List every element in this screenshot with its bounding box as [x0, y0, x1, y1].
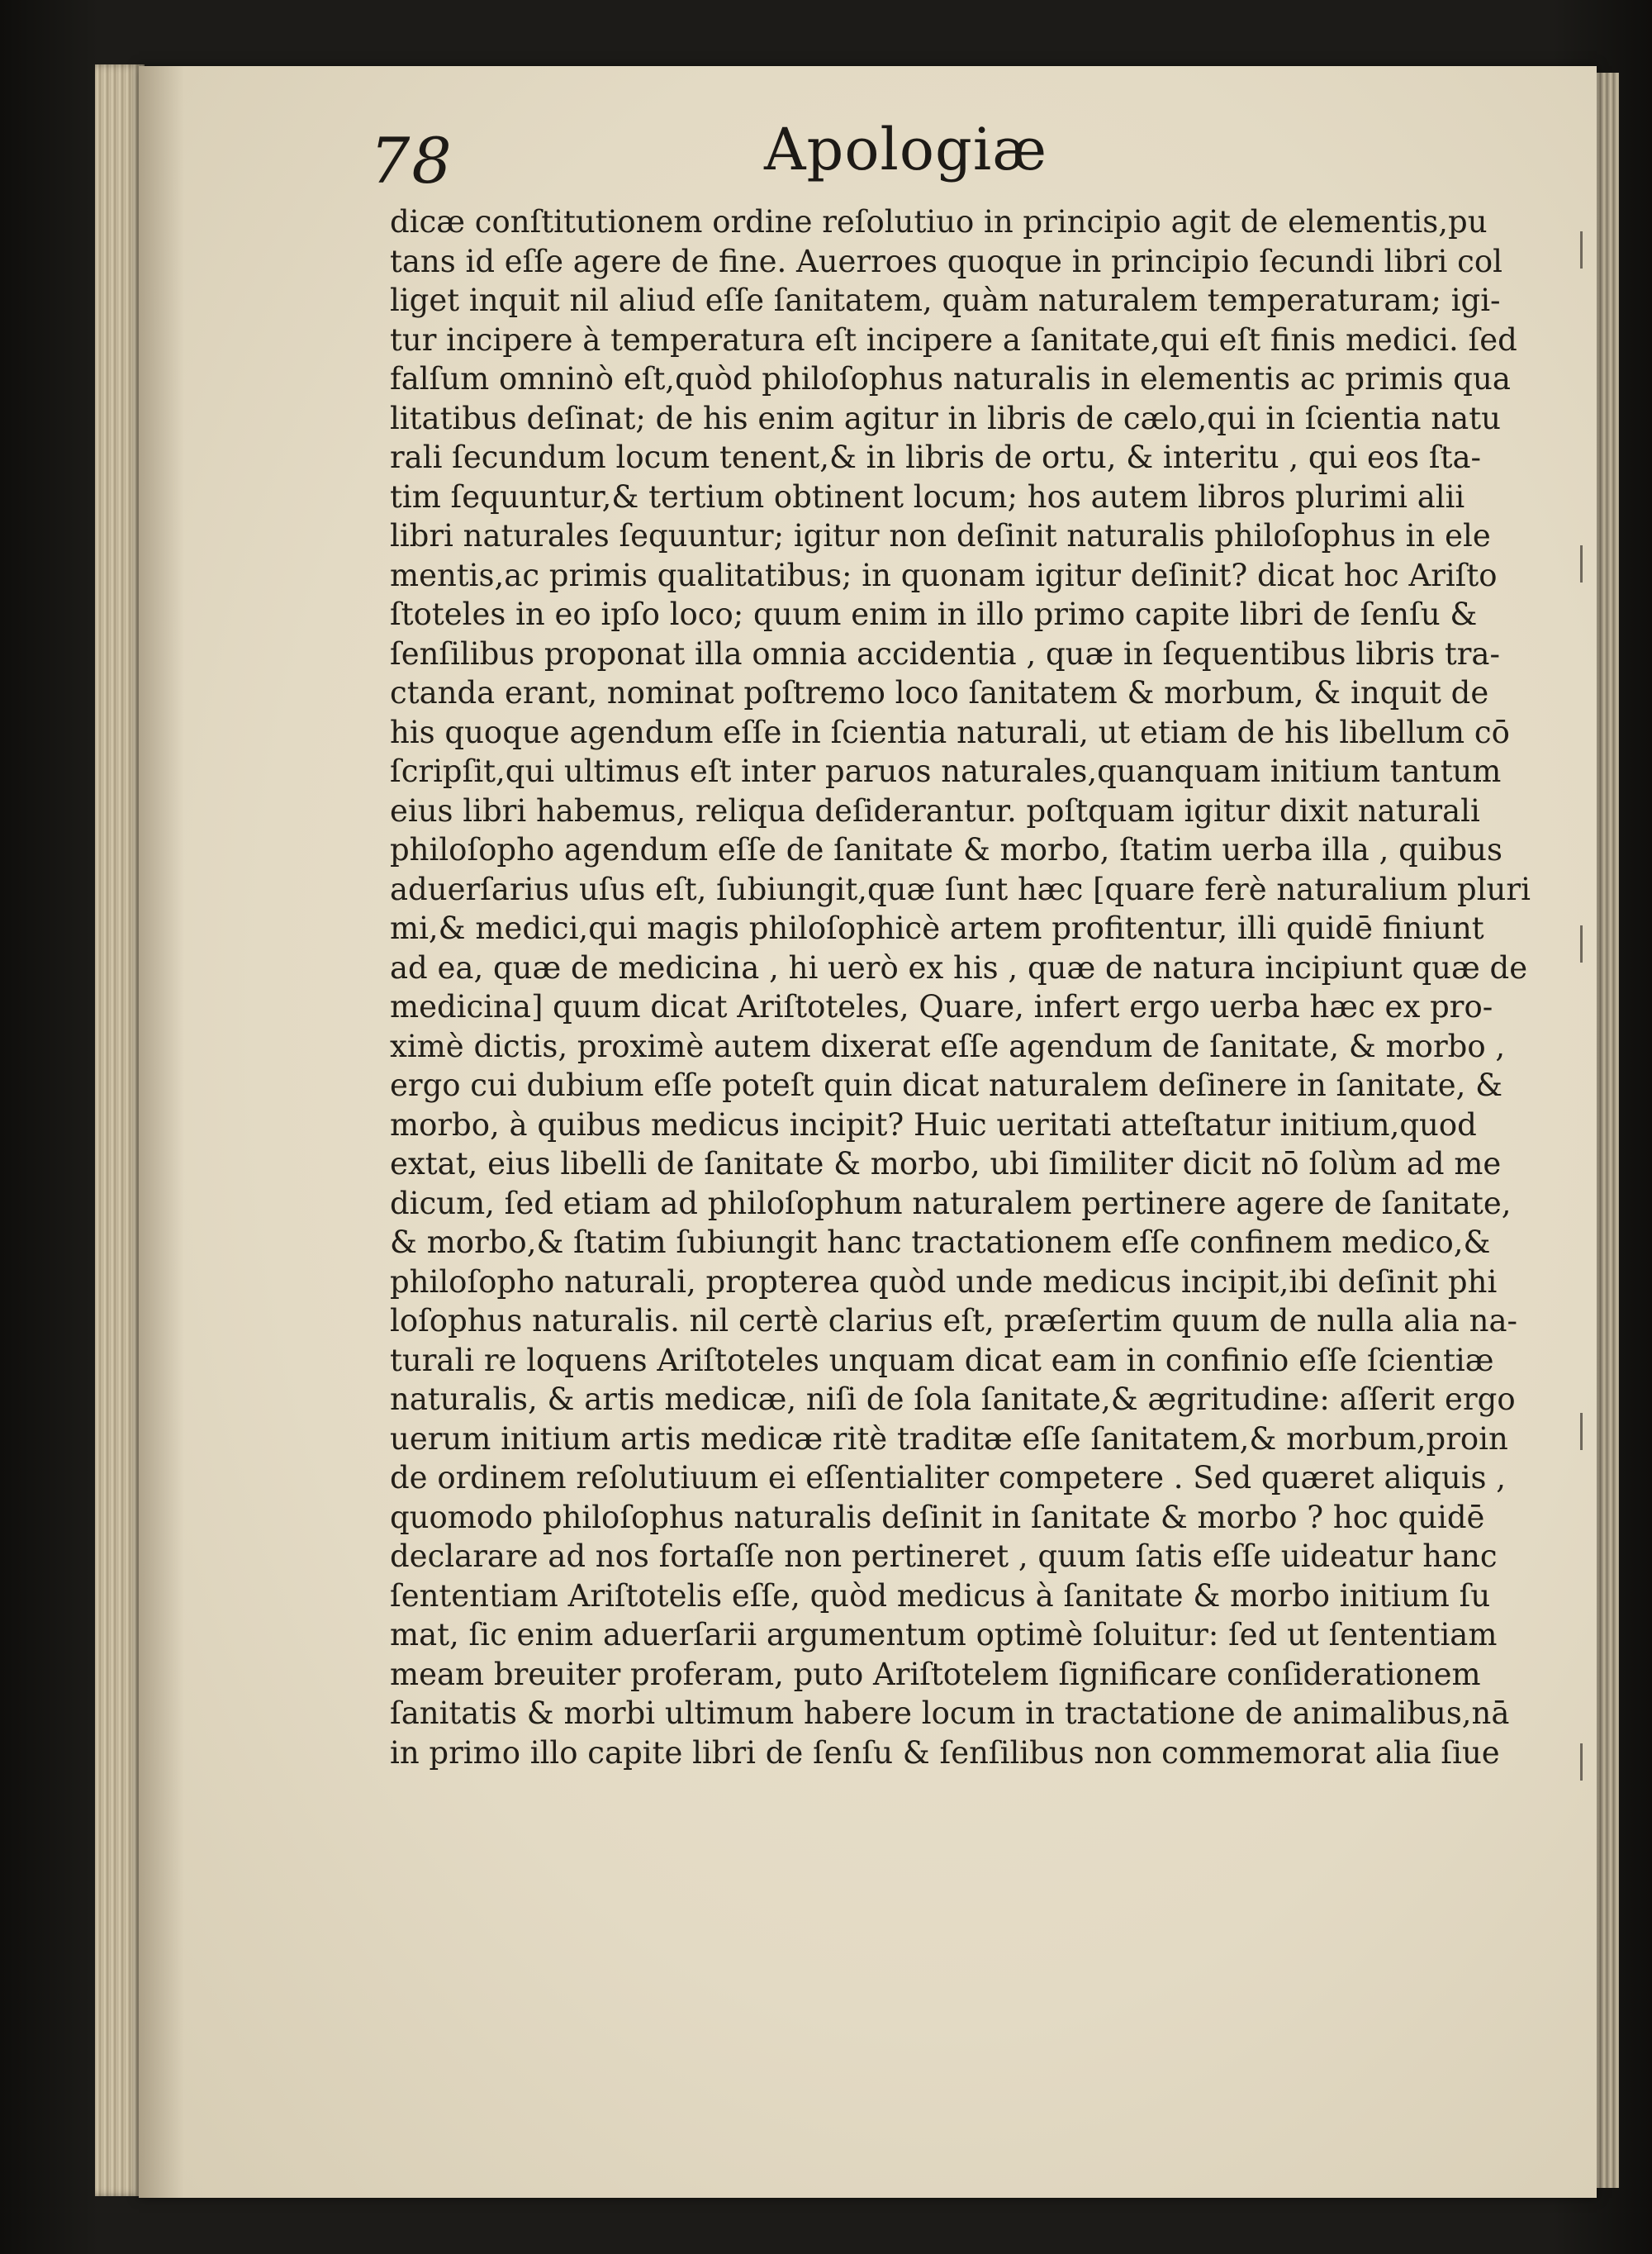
text-line: naturalis, & artis medicæ, niſi de ſola ſanitate,& ægritudine: aſſerit ergo	[390, 1381, 1516, 1417]
text-line: liget inquit nil aliud eſſe ſanitatem, quàm naturalem temperaturam; igi-	[390, 283, 1501, 318]
text-line: medicina] quum dicat Ariſtoteles, Quare, infert ergo uerba hæc ex pro-	[390, 989, 1493, 1025]
text-line: ſanitatis & morbi ultimum habere locum in tractatione de animalibus,nā	[390, 1695, 1510, 1731]
page-stack-left-edge	[95, 64, 145, 2196]
text-line: aduerſarius uſus eſt, ſubiungit,quæ ſunt hæc [quare ferè naturalium pluri	[390, 871, 1531, 907]
text-line: extat, eius libelli de ſanitate & morbo, ubi ſimiliter dicit nō ſolùm ad me	[390, 1146, 1502, 1182]
text-line: quomodo philoſophus naturalis deſinit in ſanitate & morbo ? hoc quidē	[390, 1499, 1485, 1535]
edge-mark	[1580, 231, 1583, 269]
page-stack-right-edge	[1594, 73, 1619, 2188]
text-line: uerum initium artis medicæ ritè traditæ eſſe ſanitatem,& morbum,proin	[390, 1420, 1508, 1457]
text-line: tans id eſſe agere de fine. Auerroes quoque in principio ſecundi libri col	[390, 243, 1502, 279]
text-line: mat, ſic enim aduerſarii argumentum optimè ſoluitur: ſed ut ſententiam	[390, 1617, 1498, 1652]
text-line: ad ea, quæ de medicina , hi uerò ex his , quæ de natura incipiunt quæ de	[390, 949, 1528, 986]
text-line: de ordinem reſolutiuum ei eſſentialiter competere . Sed quæret aliquis ,	[390, 1460, 1507, 1496]
text-line: & morbo,& ſtatim ſubiungit hanc tractationem eſſe confinem medico,&	[390, 1224, 1491, 1260]
text-line: mentis,ac primis qualitatibus; in quonam igitur deſinit? dicat hoc Ariſto	[390, 557, 1498, 593]
text-line: his quoque agendum eſſe in ſcientia naturali, ut etiam de his libellum cō	[390, 714, 1510, 750]
text-line: morbo, à quibus medicus incipit? Huic ueritati atteſtatur initium,quod	[390, 1106, 1477, 1143]
edge-mark	[1580, 1413, 1583, 1450]
text-line: dicum, ſed etiam ad philoſophum naturalem pertinere agere de ſanitate,	[390, 1185, 1512, 1221]
text-line: libri naturales ſequuntur; igitur non deſinit naturalis philoſophus in ele	[390, 518, 1491, 554]
running-head: Apologiæ	[764, 116, 1048, 183]
text-line: meam breuiter proferam, puto Ariſtotelem ſignificare conſiderationem	[390, 1656, 1481, 1692]
text-line: falſum omninò eſt,quòd philoſophus naturalis in elementis ac primis qua	[390, 361, 1511, 397]
text-line: ſcripſit,qui ultimus eſt inter paruos naturales,quanquam initium tantum	[390, 754, 1502, 789]
text-line: dicæ conſtitutionem ordine reſolutiuo in principio agit de elementis,pu	[390, 204, 1488, 240]
text-line: rali ſecundum locum tenent,& in libris de ortu, & interitu , qui eos ſta-	[390, 440, 1482, 475]
text-line: philoſopho agendum eſſe de ſanitate & morbo, ſtatim uerba illa , quibus	[390, 832, 1502, 868]
edge-mark	[1580, 1743, 1583, 1781]
text-line: ſententiam Ariſtotelis eſſe, quòd medicus à ſanitate & morbo initium ſu	[390, 1577, 1491, 1614]
text-line: turali re loquens Ariſtoteles unquam dicat eam in confinio eſſe ſcientiæ	[390, 1342, 1494, 1378]
text-line: tim ſequuntur,& tertium obtinent locum; hos autem libros plurimi alii	[390, 478, 1465, 515]
text-line: philoſopho naturali, propterea quòd unde medicus incipit,ibi deſinit phi	[390, 1263, 1498, 1300]
text-line: ſenſilibus proponat illa omnia accidentia , quæ in ſequentibus libris tra-	[390, 635, 1500, 672]
page-edge-marks	[1574, 207, 1592, 1900]
text-line: mi,& medici,qui magis philoſophicè artem profitentur, illi quidē finiunt	[390, 911, 1484, 946]
text-line: declarare ad nos fortaſſe non pertineret , quum ſatis eſſe uideatur hanc	[390, 1538, 1498, 1574]
text-line: ſtoteles in eo ipſo loco; quum enim in illo primo capite libri de ſenſu &	[390, 597, 1478, 632]
body-text	[390, 202, 1531, 1772]
text-line: in primo illo capite libri de ſenſu & ſenſilibus non commemorat alia ſiue	[390, 1734, 1500, 1771]
text-line: ergo cui dubium eſſe poteſt quin dicat naturalem deſinere in ſanitate, &	[390, 1068, 1503, 1103]
text-line: litatibus deſinat; de his enim agitur in libris de cælo,qui in ſcientia natu	[390, 400, 1501, 436]
text-line: loſophus naturalis. nil certè clarius eſt, præſertim quum de nulla alia na-	[390, 1303, 1518, 1339]
text-line: eius libri habemus, reliqua deſiderantur. poſtquam igitur dixit naturali	[390, 792, 1480, 829]
edge-mark	[1580, 925, 1583, 963]
text-line: ximè dictis, proximè autem dixerat eſſe agendum de ſanitate, & morbo ,	[390, 1028, 1506, 1064]
gutter-shadow	[139, 66, 184, 2198]
text-line: ctanda erant, nominat poſtremo loco ſanitatem & morbum, & inquit de	[390, 675, 1489, 711]
page-number: 78	[370, 124, 453, 197]
edge-mark	[1580, 545, 1583, 583]
text-line: tur incipere à temperatura eſt incipere a ſanitate,qui eſt finis medici. ſed	[390, 321, 1517, 358]
